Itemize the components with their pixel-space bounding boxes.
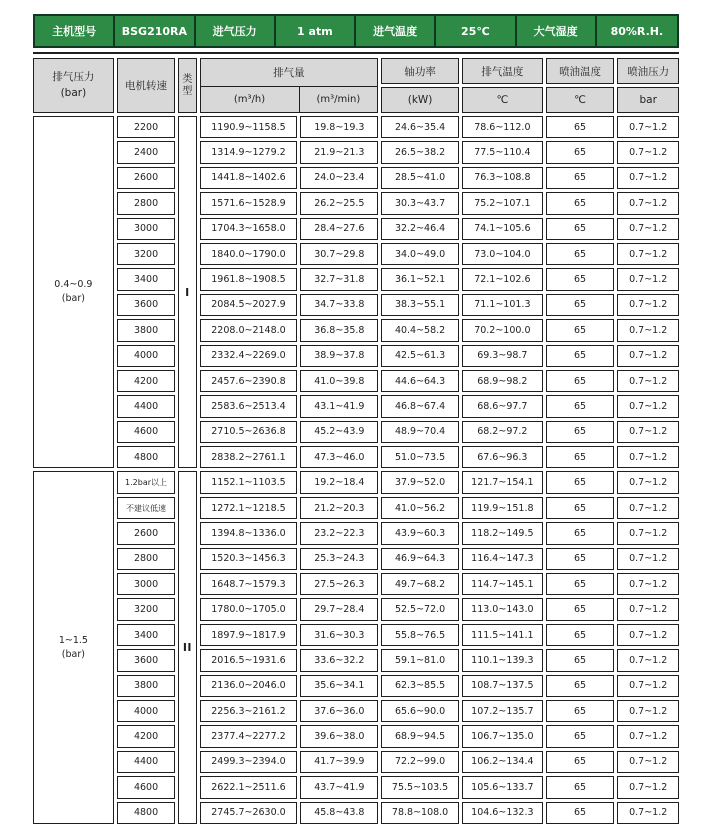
inlet-pressure-value: 1 atm: [276, 16, 356, 46]
oil-pressure-cell: 0.7~1.2: [617, 370, 679, 392]
oil-temp-cell: 65: [546, 116, 615, 138]
motor-speed-cell: 4800: [117, 802, 176, 824]
m3min-cell: 36.8~35.8: [300, 319, 378, 341]
temp-cell: 68.9~98.2: [462, 370, 543, 392]
temp-cell: 108.7~137.5: [462, 675, 543, 697]
oil-pressure-cell: 0.7~1.2: [617, 268, 679, 290]
model-value: BSG210RA: [115, 16, 195, 46]
oil-pressure-cell: 0.7~1.2: [617, 395, 679, 417]
m3min-cell: 21.9~21.3: [300, 141, 378, 163]
kw-cell: 52.5~72.0: [381, 598, 459, 620]
m3min-cell: 28.4~27.6: [300, 218, 378, 240]
col-header-capacity-units: [201, 87, 378, 113]
m3min-cell: 33.6~32.2: [300, 649, 378, 671]
motor-speed-cell: 4400: [117, 751, 176, 773]
motor-speed-cell: 2800: [117, 548, 176, 570]
pressure-range-value: 1~1.5: [58, 634, 88, 646]
oil-pressure-cell: 0.7~1.2: [617, 243, 679, 265]
temp-cell: 114.7~145.1: [462, 573, 543, 595]
kw-cell: 62.3~85.5: [381, 675, 459, 697]
oil-temp-cell: 65: [546, 725, 615, 747]
compressor-spec-sheet: [33, 14, 679, 824]
humidity-label: 大气湿度: [517, 16, 597, 46]
temp-cell: 67.6~96.3: [462, 446, 543, 468]
temp-cell: 110.1~139.3: [462, 649, 543, 671]
kw-cell: 68.9~94.5: [381, 725, 459, 747]
col-header-capacity-group: [200, 58, 379, 113]
oil-pressure-cell: 0.7~1.2: [617, 345, 679, 367]
motor-speed-cell: 3800: [117, 675, 176, 697]
temp-cell: 78.6~112.0: [462, 116, 543, 138]
col-header-discharge-pressure-unit: (bar): [60, 86, 87, 99]
kw-cell: 65.6~90.0: [381, 700, 459, 722]
oil-temp-cell: 65: [546, 522, 615, 544]
kw-cell: 26.5~38.2: [381, 141, 459, 163]
oil-temp-cell: 65: [546, 573, 615, 595]
temp-cell: 72.1~102.6: [462, 268, 543, 290]
temp-cell: 76.3~108.8: [462, 167, 543, 189]
oil-pressure-cell: 0.7~1.2: [617, 471, 679, 493]
temp-cell: 77.5~110.4: [462, 141, 543, 163]
spec-table: [33, 58, 679, 824]
m3h-cell: 2084.5~2027.9: [200, 294, 298, 316]
temp-cell: 118.2~149.5: [462, 522, 543, 544]
m3min-cell: 45.8~43.8: [300, 802, 378, 824]
kw-cell: 72.2~99.0: [381, 751, 459, 773]
oil-pressure-cell: 0.7~1.2: [617, 497, 679, 519]
motor-speed-cell: 3200: [117, 598, 176, 620]
m3min-cell: 21.2~20.3: [300, 497, 378, 519]
oil-temp-cell: 65: [546, 218, 615, 240]
m3h-cell: 1272.1~1218.5: [200, 497, 298, 519]
m3h-cell: 1190.9~1158.5: [200, 116, 298, 138]
motor-speed-cell: 4200: [117, 370, 176, 392]
m3h-cell: 1394.8~1336.0: [200, 522, 298, 544]
m3min-cell: 23.2~22.3: [300, 522, 378, 544]
kw-cell: 59.1~81.0: [381, 649, 459, 671]
kw-cell: 51.0~73.5: [381, 446, 459, 468]
oil-temp-cell: 65: [546, 471, 615, 493]
motor-speed-cell: 不建议低速: [117, 497, 176, 519]
m3min-cell: 41.7~39.9: [300, 751, 378, 773]
oil-temp-cell: 65: [546, 268, 615, 290]
oil-temp-cell: 65: [546, 751, 615, 773]
oil-pressure-cell: 0.7~1.2: [617, 700, 679, 722]
kw-cell: 40.4~58.2: [381, 319, 459, 341]
m3h-cell: 2332.4~2269.0: [200, 345, 298, 367]
oil-pressure-cell: 0.7~1.2: [617, 319, 679, 341]
conditions-header-row: [33, 14, 679, 48]
m3h-cell: 1897.9~1817.9: [200, 624, 298, 646]
temp-cell: 70.2~100.0: [462, 319, 543, 341]
m3h-cell: 2499.3~2394.0: [200, 751, 298, 773]
temp-cell: 113.0~143.0: [462, 598, 543, 620]
m3h-cell: 2745.7~2630.0: [200, 802, 298, 824]
kw-cell: 46.9~64.3: [381, 548, 459, 570]
motor-speed-cell: 3800: [117, 319, 176, 341]
temp-cell: 116.4~147.3: [462, 548, 543, 570]
oil-temp-cell: 65: [546, 649, 615, 671]
temp-cell: 119.9~151.8: [462, 497, 543, 519]
oil-temp-cell: 65: [546, 395, 615, 417]
col-header-motor-speed: 电机转速: [117, 58, 176, 113]
oil-temp-cell: 65: [546, 192, 615, 214]
m3min-cell: 43.1~41.9: [300, 395, 378, 417]
m3h-cell: 1314.9~1279.2: [200, 141, 298, 163]
temp-cell: 68.6~97.7: [462, 395, 543, 417]
kw-cell: 32.2~46.4: [381, 218, 459, 240]
motor-speed-cell: 2800: [117, 192, 176, 214]
motor-speed-cell: 2600: [117, 167, 176, 189]
kw-cell: 37.9~52.0: [381, 471, 459, 493]
m3h-cell: 1441.8~1402.6: [200, 167, 298, 189]
oil-pressure-cell: 0.7~1.2: [617, 116, 679, 138]
motor-speed-cell: 3200: [117, 243, 176, 265]
type-group-cell: I: [178, 116, 196, 468]
motor-speed-cell: 4400: [117, 395, 176, 417]
temp-cell: 111.5~141.1: [462, 624, 543, 646]
col-header-shaft-power-unit: (kW): [381, 87, 459, 113]
m3h-cell: 2377.4~2277.2: [200, 725, 298, 747]
temp-cell: 106.7~135.0: [462, 725, 543, 747]
oil-pressure-cell: 0.7~1.2: [617, 446, 679, 468]
m3h-cell: 2457.6~2390.8: [200, 370, 298, 392]
kw-cell: 34.0~49.0: [381, 243, 459, 265]
col-header-oil-temp-unit: ℃: [546, 87, 615, 113]
m3min-cell: 41.0~39.8: [300, 370, 378, 392]
oil-pressure-cell: 0.7~1.2: [617, 192, 679, 214]
m3min-cell: 34.7~33.8: [300, 294, 378, 316]
model-label: 主机型号: [35, 16, 115, 46]
oil-temp-cell: 65: [546, 624, 615, 646]
oil-pressure-cell: 0.7~1.2: [617, 624, 679, 646]
m3min-cell: 37.6~36.0: [300, 700, 378, 722]
inlet-pressure-label: 进气压力: [196, 16, 276, 46]
oil-temp-cell: 65: [546, 243, 615, 265]
motor-speed-cell: 2200: [117, 116, 176, 138]
motor-speed-cell: 4600: [117, 776, 176, 798]
oil-temp-cell: 65: [546, 497, 615, 519]
motor-speed-cell: 4800: [117, 446, 176, 468]
m3h-cell: 2256.3~2161.2: [200, 700, 298, 722]
temp-cell: 71.1~101.3: [462, 294, 543, 316]
m3h-cell: 1780.0~1705.0: [200, 598, 298, 620]
kw-cell: 44.6~64.3: [381, 370, 459, 392]
oil-pressure-cell: 0.7~1.2: [617, 548, 679, 570]
kw-cell: 55.8~76.5: [381, 624, 459, 646]
humidity-value: 80%R.H.: [610, 24, 664, 38]
kw-cell: 42.5~61.3: [381, 345, 459, 367]
m3h-cell: 1520.3~1456.3: [200, 548, 298, 570]
kw-cell: 41.0~56.2: [381, 497, 459, 519]
oil-pressure-cell: 0.7~1.2: [617, 294, 679, 316]
kw-cell: 43.9~60.3: [381, 522, 459, 544]
oil-pressure-cell: 0.7~1.2: [617, 573, 679, 595]
col-header-capacity-unit-m3h: (m³/h): [233, 93, 266, 105]
oil-temp-cell: 65: [546, 776, 615, 798]
oil-temp-cell: 65: [546, 141, 615, 163]
motor-speed-cell: 3600: [117, 649, 176, 671]
kw-cell: 46.8~67.4: [381, 395, 459, 417]
m3h-cell: 2710.5~2636.8: [200, 421, 298, 443]
m3min-cell: 32.7~31.8: [300, 268, 378, 290]
oil-temp-cell: 65: [546, 700, 615, 722]
temp-cell: 107.2~135.7: [462, 700, 543, 722]
motor-speed-cell: 1.2bar以上: [117, 471, 176, 493]
oil-temp-cell: 65: [546, 446, 615, 468]
motor-speed-cell: 4000: [117, 700, 176, 722]
temp-cell: 68.2~97.2: [462, 421, 543, 443]
motor-speed-cell: 3400: [117, 624, 176, 646]
temp-cell: 106.2~134.4: [462, 751, 543, 773]
temp-cell: 69.3~98.7: [462, 345, 543, 367]
m3min-cell: 39.6~38.0: [300, 725, 378, 747]
oil-pressure-cell: 0.7~1.2: [617, 776, 679, 798]
m3h-cell: 1704.3~1658.0: [200, 218, 298, 240]
temp-cell: 73.0~104.0: [462, 243, 543, 265]
motor-speed-cell: 3000: [117, 218, 176, 240]
m3min-cell: 30.7~29.8: [300, 243, 378, 265]
m3min-cell: 43.7~41.9: [300, 776, 378, 798]
m3h-cell: 1840.0~1790.0: [200, 243, 298, 265]
motor-speed-cell: 4000: [117, 345, 176, 367]
oil-temp-cell: 65: [546, 294, 615, 316]
m3h-cell: 2622.1~2511.6: [200, 776, 298, 798]
motor-speed-cell: 2600: [117, 522, 176, 544]
oil-temp-cell: 65: [546, 319, 615, 341]
col-header-discharge-pressure: [33, 58, 114, 113]
kw-cell: 48.9~70.4: [381, 421, 459, 443]
col-header-capacity-unit-m3min: (m³/min): [299, 87, 378, 113]
m3min-cell: 25.3~24.3: [300, 548, 378, 570]
oil-pressure-cell: 0.7~1.2: [617, 675, 679, 697]
temp-cell: 121.7~154.1: [462, 471, 543, 493]
m3min-cell: 19.2~18.4: [300, 471, 378, 493]
m3min-cell: 26.2~25.5: [300, 192, 378, 214]
kw-cell: 78.8~108.0: [381, 802, 459, 824]
col-header-discharge-temp-unit: ℃: [462, 87, 543, 113]
kw-cell: 75.5~103.5: [381, 776, 459, 798]
m3min-cell: 19.8~19.3: [300, 116, 378, 138]
m3h-cell: 1152.1~1103.5: [200, 471, 298, 493]
pressure-range-unit: (bar): [61, 648, 85, 660]
col-header-shaft-power: 轴功率: [381, 58, 459, 84]
oil-pressure-cell: 0.7~1.2: [617, 218, 679, 240]
oil-temp-cell: 65: [546, 548, 615, 570]
col-header-oil-pressure-unit: bar: [617, 87, 679, 113]
m3min-cell: 24.0~23.4: [300, 167, 378, 189]
col-header-capacity-label: 排气量: [201, 59, 378, 87]
kw-cell: 28.5~41.0: [381, 167, 459, 189]
kw-cell: 49.7~68.2: [381, 573, 459, 595]
oil-pressure-cell: 0.7~1.2: [617, 522, 679, 544]
col-header-type: 类型: [178, 58, 196, 113]
pressure-range-unit: (bar): [61, 293, 85, 305]
oil-pressure-cell: 0.7~1.2: [617, 421, 679, 443]
temp-cell: 104.6~132.3: [462, 802, 543, 824]
temp-cell: 75.2~107.1: [462, 192, 543, 214]
kw-cell: 38.3~55.1: [381, 294, 459, 316]
m3min-cell: 38.9~37.8: [300, 345, 378, 367]
m3h-cell: 1961.8~1908.5: [200, 268, 298, 290]
m3min-cell: 47.3~46.0: [300, 446, 378, 468]
m3h-cell: 2838.2~2761.1: [200, 446, 298, 468]
m3h-cell: 2136.0~2046.0: [200, 675, 298, 697]
pressure-group-cell: [33, 116, 114, 468]
kw-cell: 24.6~35.4: [381, 116, 459, 138]
pressure-group-cell: [33, 471, 114, 823]
m3min-cell: 45.2~43.9: [300, 421, 378, 443]
temp-cell: 74.1~105.6: [462, 218, 543, 240]
oil-pressure-cell: 0.7~1.2: [617, 649, 679, 671]
temp-cell: 105.6~133.7: [462, 776, 543, 798]
motor-speed-cell: 3600: [117, 294, 176, 316]
motor-speed-cell: 2400: [117, 141, 176, 163]
m3min-cell: 27.5~26.3: [300, 573, 378, 595]
m3min-cell: 35.6~34.1: [300, 675, 378, 697]
col-header-oil-temp: 喷油温度: [546, 58, 615, 84]
oil-pressure-cell: 0.7~1.2: [617, 725, 679, 747]
oil-temp-cell: 65: [546, 421, 615, 443]
oil-pressure-cell: 0.7~1.2: [617, 802, 679, 824]
motor-speed-cell: 4200: [117, 725, 176, 747]
oil-pressure-cell: 0.7~1.2: [617, 141, 679, 163]
m3h-cell: 2208.0~2148.0: [200, 319, 298, 341]
oil-pressure-cell: 0.7~1.2: [617, 598, 679, 620]
col-header-discharge-pressure-label: 排气压力: [52, 71, 95, 84]
motor-speed-cell: 3400: [117, 268, 176, 290]
oil-temp-cell: 65: [546, 370, 615, 392]
m3min-cell: 29.7~28.4: [300, 598, 378, 620]
m3h-cell: 1571.6~1528.9: [200, 192, 298, 214]
m3h-cell: 1648.7~1579.3: [200, 573, 298, 595]
m3h-cell: 2583.6~2513.4: [200, 395, 298, 417]
motor-speed-cell: 3000: [117, 573, 176, 595]
oil-temp-cell: 65: [546, 345, 615, 367]
inlet-temp-value: 25℃: [436, 16, 516, 46]
oil-temp-cell: 65: [546, 167, 615, 189]
inlet-temp-label: 进气温度: [356, 16, 436, 46]
kw-cell: 30.3~43.7: [381, 192, 459, 214]
col-header-discharge-temp: 排气温度: [462, 58, 543, 84]
header-divider-rule: [33, 52, 679, 54]
kw-cell: 36.1~52.1: [381, 268, 459, 290]
m3min-cell: 31.6~30.3: [300, 624, 378, 646]
m3h-cell: 2016.5~1931.6: [200, 649, 298, 671]
oil-temp-cell: 65: [546, 675, 615, 697]
pressure-range-value: 0.4~0.9: [54, 279, 93, 291]
type-group-cell: II: [178, 471, 196, 823]
oil-temp-cell: 65: [546, 802, 615, 824]
oil-temp-cell: 65: [546, 598, 615, 620]
motor-speed-cell: 4600: [117, 421, 176, 443]
oil-pressure-cell: 0.7~1.2: [617, 167, 679, 189]
col-header-oil-pressure: 喷油压力: [617, 58, 679, 84]
oil-pressure-cell: 0.7~1.2: [617, 751, 679, 773]
